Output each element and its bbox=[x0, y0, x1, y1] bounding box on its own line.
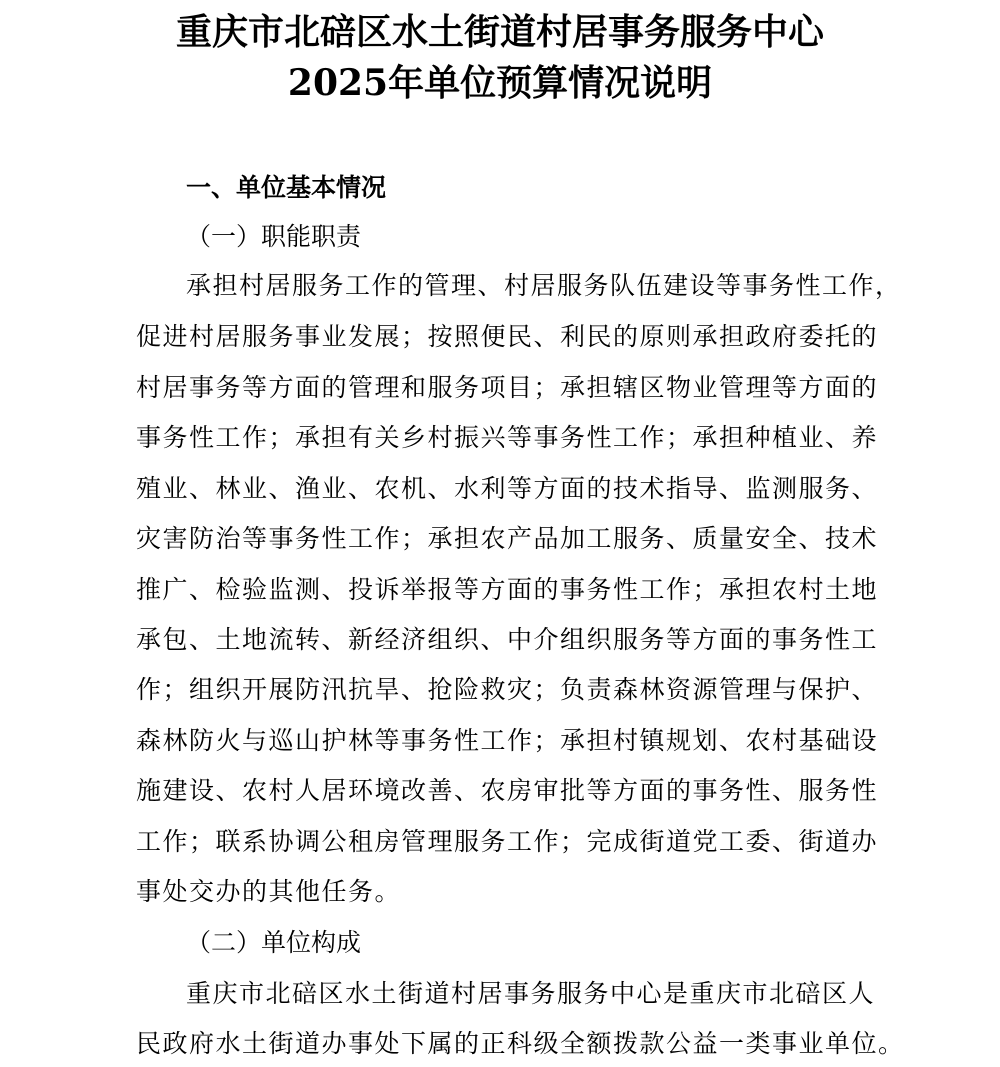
functions-paragraph-line: 承担村居服务工作的管理、村居服务队伍建设等事务性工作， bbox=[186, 271, 902, 300]
functions-paragraph-line: 工作；联系协调公租房管理服务工作；完成街道党工委、街道办 bbox=[136, 827, 879, 856]
document-title-line-2: 2025年单位预算情况说明 bbox=[287, 62, 713, 104]
functions-paragraph-line: 事务性工作；承担有关乡村振兴等事务性工作；承担种植业、养 bbox=[136, 423, 879, 452]
section-heading-basic-info: 一、单位基本情况 bbox=[186, 173, 387, 202]
composition-paragraph-line: 民政府水土街道办事处下属的正科级全额拨款公益一类事业单位。 bbox=[136, 1029, 905, 1058]
subsection-heading-composition: （二）单位构成 bbox=[186, 928, 362, 957]
subsection-heading-functions: （一）职能职责 bbox=[186, 222, 362, 251]
functions-paragraph-line: 灾害防治等事务性工作；承担农产品加工服务、质量安全、技术 bbox=[136, 524, 879, 553]
functions-paragraph-line: 事处交办的其他任务。 bbox=[136, 877, 402, 906]
functions-paragraph-line: 森林防火与巡山护林等事务性工作；承担村镇规划、农村基础设 bbox=[136, 726, 879, 755]
functions-paragraph-line: 促进村居服务事业发展；按照便民、利民的原则承担政府委托的 bbox=[136, 322, 879, 351]
document-title-line-1: 重庆市北碚区水土街道村居事务服务中心 bbox=[175, 11, 824, 53]
functions-paragraph-line: 施建设、农村人居环境改善、农房审批等方面的事务性、服务性 bbox=[136, 776, 879, 805]
functions-paragraph-line: 作；组织开展防汛抗旱、抢险救灾；负责森林资源管理与保护、 bbox=[136, 675, 879, 704]
functions-paragraph-line: 推广、检验监测、投诉举报等方面的事务性工作；承担农村土地 bbox=[136, 575, 879, 604]
functions-paragraph-line: 村居事务等方面的管理和服务项目；承担辖区物业管理等方面的 bbox=[136, 373, 879, 402]
functions-paragraph-line: 殖业、林业、渔业、农机、水利等方面的技术指导、监测服务、 bbox=[136, 474, 879, 503]
composition-paragraph-line: 重庆市北碚区水土街道村居事务服务中心是重庆市北碚区人 bbox=[186, 979, 876, 1008]
functions-paragraph-line: 承包、土地流转、新经济组织、中介组织服务等方面的事务性工 bbox=[136, 625, 879, 654]
